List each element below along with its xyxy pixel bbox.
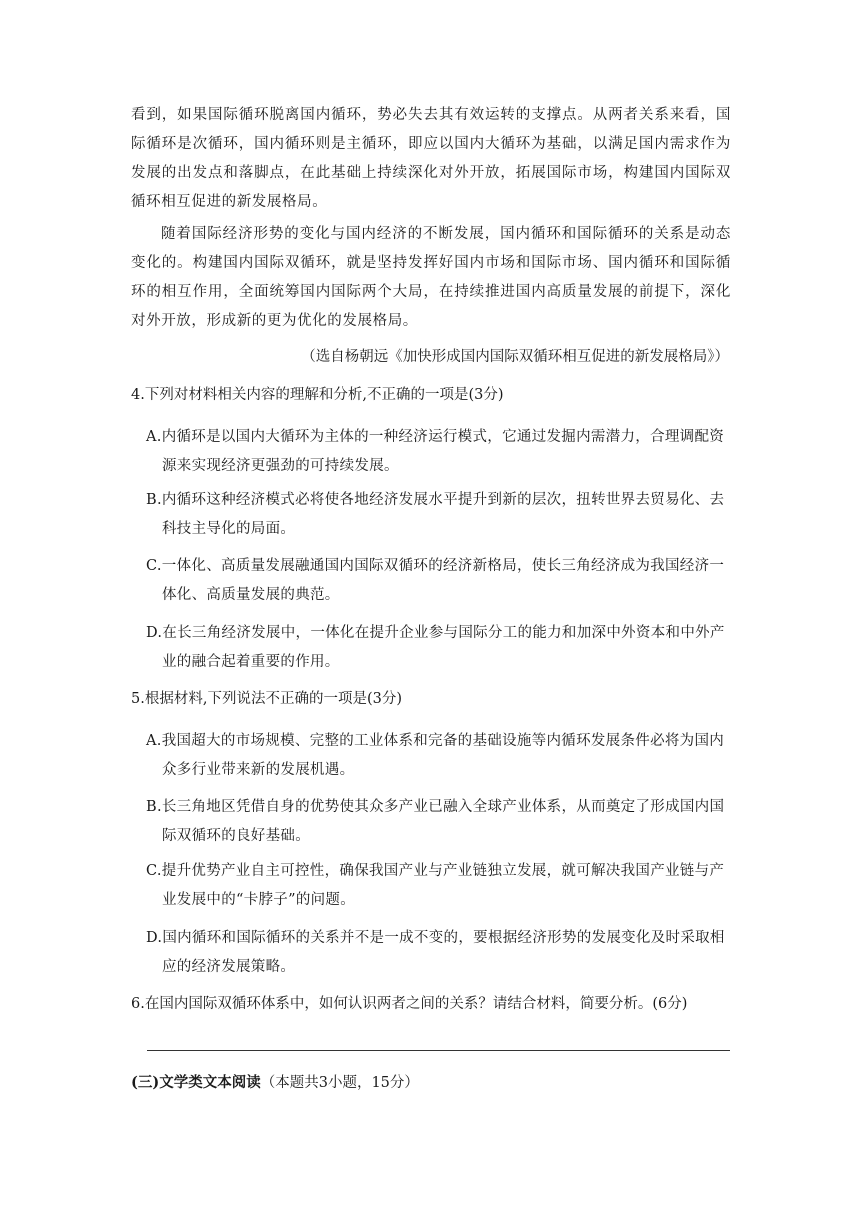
section-3-heading <box>131 1068 419 1098</box>
option-text-continued: 科技主导化的局面。 <box>162 521 296 537</box>
option-letter: A. <box>146 733 162 749</box>
question-4-option-d[interactable] <box>146 619 731 677</box>
option-letter: A. <box>146 429 162 445</box>
question-5-option-b[interactable] <box>146 793 731 851</box>
option-text: 我国超大的市场规模、完整的工业体系和完备的基础设施等内循环发展条件必将为国内 <box>161 733 725 749</box>
passage-source: （选自杨朝远《加快形成国内国际双循环相互促进的新发展格局》） <box>301 349 729 365</box>
question-5-stem: 5.根据材料,下列说法不正确的一项是(3分) <box>131 691 402 707</box>
question-5-option-d[interactable] <box>146 924 731 982</box>
option-text: 在长三角经济发展中，一体化在提升企业参与国际分工的能力和加深中外资本和中外产 <box>162 625 725 641</box>
option-text-continued: 业的融合起着重要的作用。 <box>162 654 340 670</box>
question-4-stem: 4.下列对材料相关内容的理解和分析,不正确的一项是(3分) <box>131 387 504 403</box>
option-text-continued: 应的经济发展策略。 <box>162 959 296 975</box>
passage-paragraph-2: 随着国际经济形势的变化与国内经济的不断发展，国内循环和国际循环的关系是动态变化的。构建国内国际双循环，就是坚持发挥好国内市场和国际市场、国内循环和国际循环的相互作用，全面统筹国内国际两个大局，在持续推进国内高质量发展的前提下，深化对外开放，形成新的更为优化的发展格局。 <box>131 226 731 329</box>
option-text-continued: 体化、高质量发展的典范。 <box>162 587 340 603</box>
option-letter: B. <box>146 492 162 508</box>
option-letter: C. <box>146 863 162 879</box>
option-text-continued: 众多行业带来新的发展机遇。 <box>162 762 355 778</box>
option-text-continued: 业发展中的“卡脖子”的问题。 <box>162 892 356 908</box>
option-letter: D. <box>146 930 163 946</box>
option-letter: C. <box>146 558 162 574</box>
question-5-option-c[interactable] <box>146 857 731 915</box>
option-text-continued: 源来实现经济更强劲的可持续发展。 <box>162 458 399 474</box>
section-3-title: (三)文学类文本阅读 <box>131 1074 261 1091</box>
section-3-note: （本题共3小题，15分） <box>260 1075 419 1091</box>
option-text: 内循环这种经济模式必将使各地经济发展水平提升到新的层次，扭转世界去贸易化、去 <box>161 492 725 508</box>
question-5-option-a[interactable] <box>146 727 731 785</box>
option-text: 国内循环和国际循环的关系并不是一成不变的，要根据经济形势的发展变化及时采取相 <box>162 930 725 946</box>
answer-line <box>147 1050 730 1051</box>
passage-paragraph-1: 看到，如果国际循环脱离国内循环，势必失去其有效运转的支撑点。从两者关系来看，国际循环是次循环，国内循环则是主循环，即应以国内大循环为基础，以满足国内需求作为发展的出发点和落脚点，在此基础上持续深化对外开放，拓展国际市场，构建国内国际双循环相互促进的新发展格局。 <box>131 107 731 210</box>
question-4-option-a[interactable] <box>146 423 731 481</box>
option-letter: D. <box>146 625 163 641</box>
question-6-stem: 6.在国内国际双循环体系中，如何认识两者之间的关系？请结合材料，简要分析。(6分) <box>131 996 688 1012</box>
option-text: 一体化、高质量发展融通国内国际双循环的经济新格局，使长三角经济成为我国经济一 <box>161 558 725 574</box>
question-4-option-b[interactable] <box>146 486 731 544</box>
option-text-continued: 际双循环的良好基础。 <box>162 828 310 844</box>
question-4-option-c[interactable] <box>146 552 731 610</box>
option-letter: B. <box>146 799 162 815</box>
option-text: 内循环是以国内大循环为主体的一种经济运行模式，它通过发掘内需潜力，合理调配资 <box>161 429 725 445</box>
option-text: 长三角地区凭借自身的优势使其众多产业已融入全球产业体系，从而奠定了形成国内国 <box>161 799 725 815</box>
option-text: 提升优势产业自主可控性，确保我国产业与产业链独立发展，就可解决我国产业链与产 <box>161 863 725 879</box>
